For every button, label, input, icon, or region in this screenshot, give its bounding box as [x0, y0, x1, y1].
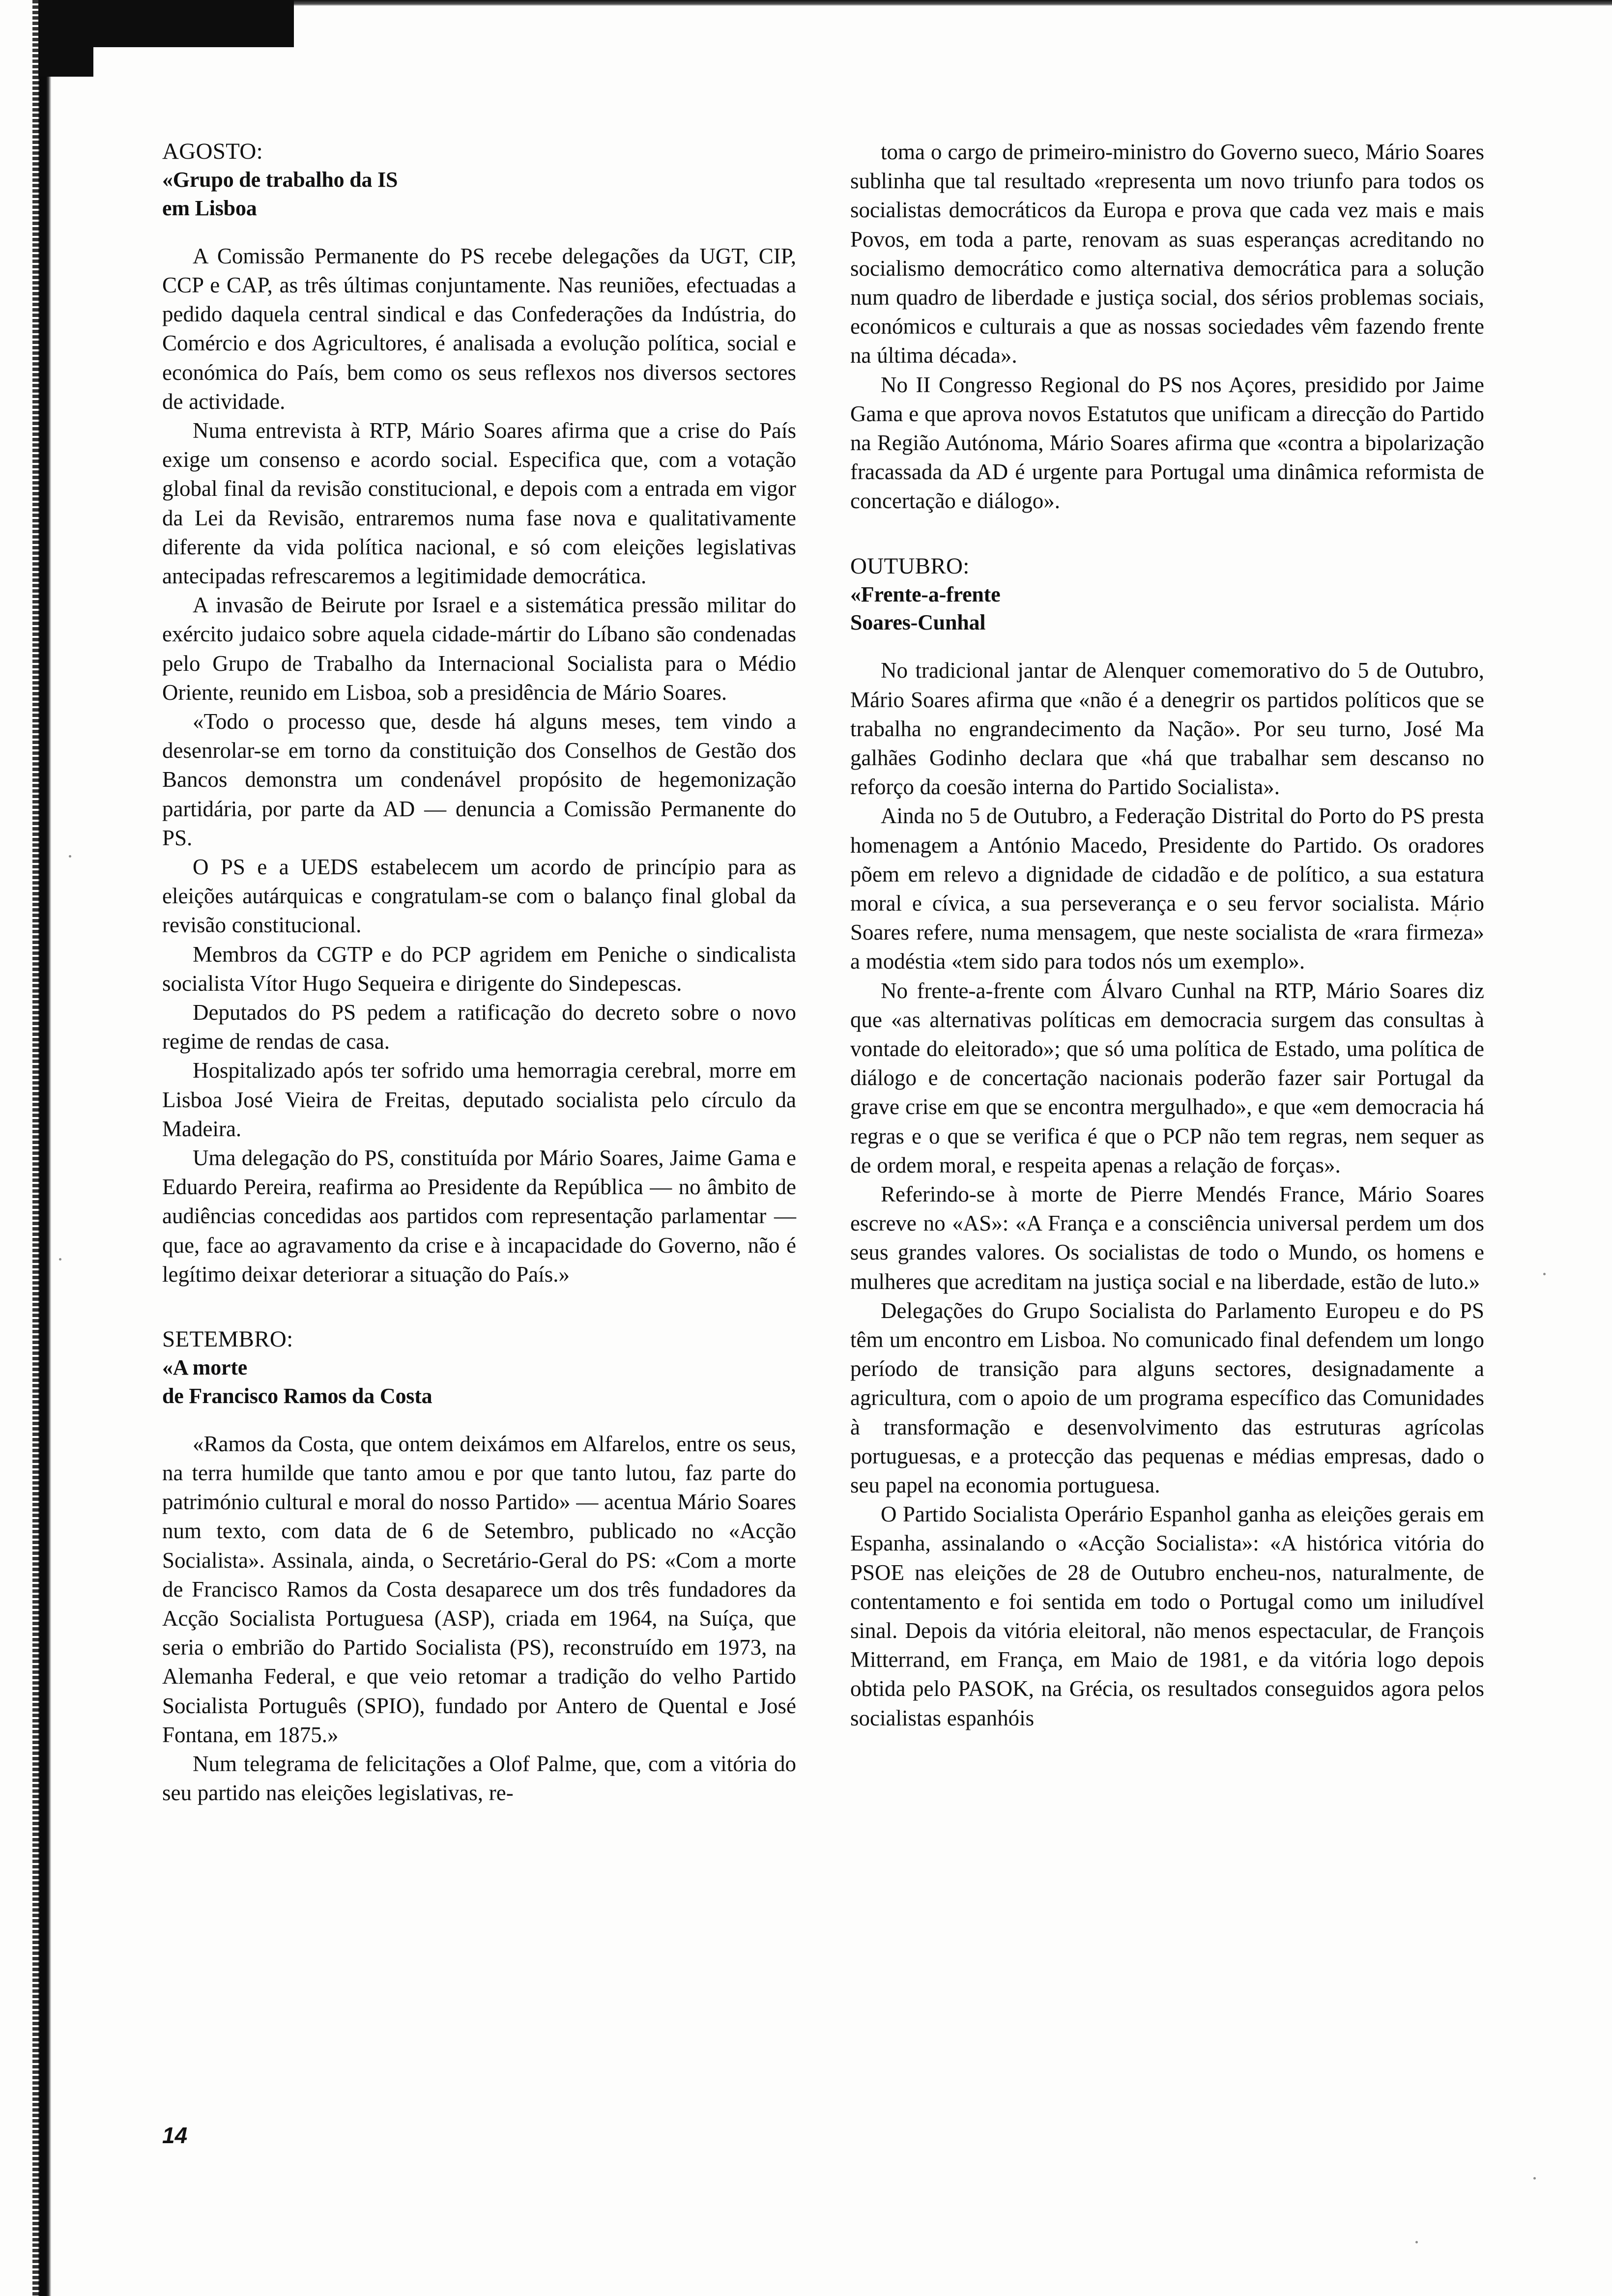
month-heading: AGOSTO: — [162, 139, 263, 164]
paragraph: Num telegrama de felicitações a Olof Palme, que, com a vitória do seu partido nas eleições legislativas, re- — [162, 1751, 796, 1806]
two-column-text-body — [162, 138, 1484, 1808]
scan-dust-speck — [69, 855, 71, 858]
section-title-line-1: «Grupo de trabalho da IS — [162, 168, 398, 192]
paragraph: «Ramos da Costa, que ontem deixámos em Alfarelos, entre os seus, na terra humilde que tanto amou e por que tanto lutou, faz parte do património cultural e moral do nosso Partido» — acentua Mário Soares num texto, com data de 6 de Setembro, publicado no «Acção Socialista». Assinala, ainda, o Secretário-Geral do PS: «Com a morte de Francisco Ramos da Costa desaparece um dos três fundadores da Acção Socialista Portuguesa (ASP), criada em 1964, na Suíça, que seria o embrião do Partido Socialista (PS), reconstruído em 1973, na Alemanha Federal, e que veio retomar a tradição do velho Partido Socialista Português (SPIO), fundado por Antero de Quental e José Fontana, em 1875.» — [162, 1431, 796, 1747]
scan-dust-speck — [1415, 2241, 1418, 2243]
scan-dust-speck — [1533, 2177, 1536, 2180]
paragraph: No frente-a-frente com Álvaro Cunhal na RTP, Mário Soares diz que «as alternativas políticas em democracia surgem das consultas à vontade do eleitorado»; que só uma política de Estado, uma política de diálogo e de concertação nacionais poderão fazer sair Portugal da grave crise em que se encontra mergulhado», e que «em democracia há regras e o que se verifica é que o PCP não tem regras, nem sequer as de ordem moral, e respeita apenas a relação de forças». — [850, 978, 1484, 1177]
paragraph: Delegações do Grupo Socialista do Parlamento Europeu e do PS têm um encontro em Lisboa. No comunicado final defendem um longo período de transição para alguns sectores, designadamente a agricultura, com o apoio de um programa específico das Comunidades à transformação e desenvolvimento das estruturas agrícolas portuguesas, e a protecção das pequenas e médias empresas, dado o seu papel na economia portuguesa. — [850, 1298, 1484, 1498]
left-column — [162, 138, 796, 1808]
scan-dust-speck — [1543, 1273, 1546, 1275]
paragraph: No tradicional jantar de Alenquer comemorativo do 5 de Outubro, Mário Soares afirma que «não é a denegrir os partidos políticos que se trabalha no engrandecimento da Nação». Por seu turno, José Ma galhães Godinho declara que «há que trabalhar sem descanso no reforço da coesão interna do Partido Socialista». — [850, 658, 1484, 800]
paragraph: Uma delegação do PS, constituída por Mário Soares, Jaime Gama e Eduardo Pereira, reafirma ao Presidente da República — no âmbito de audiências concedidas aos partidos com representação parlamentar — que, face ao agravamento da crise e à incapacidade do Governo, não é legítimo deixar deteriorar a situação do País.» — [162, 1146, 796, 1287]
section-title-line-2: Soares-Cunhal — [850, 610, 986, 635]
section-title-line-2: em Lisboa — [162, 196, 257, 220]
paragraph: «Todo o processo que, desde há alguns meses, tem vindo a desenrolar-se em torno da constituição dos Conselhos de Gestão dos Bancos demonstra um condenável propósito de hegemonização partidária, por parte da AD — denuncia a Comissão Permanente do PS. — [162, 709, 796, 850]
scan-left-edge-artifact — [38, 0, 51, 2296]
section-title-line-2: de Francisco Ramos da Costa — [162, 1383, 432, 1408]
paragraph: Numa entrevista à RTP, Mário Soares afirma que a crise do País exige um consenso e acordo social. Especifica que, com a votação global final da revisão constitucional, e depois com a entrada em vigor da Lei da Revisão, entraremos numa fase nova e qualitativamente diferente da vida política nacional, e só com eleições legislativas antecipadas refrescaremos a legitimidade democrática. — [162, 418, 796, 588]
paragraph: O Partido Socialista Operário Espanhol ganha as eleições gerais em Espanha, assinalando o «Acção Socialista»: «A histórica vitória do PSOE nas eleições de 28 de Outubro encheu-nos, naturalmente, de contentamento e foi sentida em todo o Portugal como um iniludível sinal. Depois da vitória eleitoral, não menos espectacular, de François Mitterrand, em França, em Maio de 1981, e da vitória logo depois obtida pelo PASOK, na Grécia, os resultados conseguidos agora pelos socialistas espanhóis — [850, 1502, 1484, 1730]
paragraph: O PS e a UEDS estabelecem um acordo de princípio para as eleições autárquicas e congratulam-se com o balanço final global da revisão constitucional. — [162, 854, 796, 938]
scan-top-left-corner-block-secondary — [38, 47, 93, 77]
paragraph: Hospitalizado após ter sofrido uma hemorragia cerebral, morre em Lisboa José Vieira de Freitas, deputado socialista pelo círculo da Madeira. — [162, 1058, 796, 1141]
month-heading: OUTUBRO: — [850, 553, 970, 579]
page-number: 14 — [162, 2123, 188, 2148]
scan-top-left-corner-block — [38, 0, 294, 47]
right-column — [850, 138, 1484, 1808]
section-heading-agosto — [162, 138, 796, 222]
paragraph: A invasão de Beirute por Israel e a sistemática pressão militar do exército judaico sobre aquela cidade-mártir do Líbano são condenadas pelo Grupo de Trabalho da Internacional Socialista para o Médio Oriente, reunido em Lisboa, sob a presidência de Mário Soares. — [162, 593, 796, 705]
scan-left-edge-texture — [32, 0, 39, 2296]
paragraph: No II Congresso Regional do PS nos Açores, presidido por Jaime Gama e que aprova novos Estatutos que unificam a direcção do Partido na Região Autónoma, Mário Soares afirma que «contra a bipolarização fracassada da AD é urgente para Portugal uma dinâmica reformista de concertação e diálogo». — [850, 372, 1484, 514]
month-heading: SETEMBRO: — [162, 1326, 293, 1352]
section-title-line-1: «Frente-a-frente — [850, 582, 1001, 606]
section-heading-setembro — [162, 1325, 796, 1410]
paragraph: Ainda no 5 de Outubro, a Federação Distrital do Porto do PS presta homenagem a António Macedo, Presidente do Partido. Os oradores põem em relevo a dignidade de cidadão e de político, a sua estatura moral e cívica, a sua perseverança e o seu fervor socialista. Mário Soares refere, numa mensagem, que neste socialista de «rara firmeza» a modéstia «tem sido para todos nós um exemplo». — [850, 804, 1484, 974]
section-title-line-1: «A morte — [162, 1355, 248, 1380]
paragraph: Deputados do PS pedem a ratificação do decreto sobre o novo regime de rendas de casa. — [162, 1000, 796, 1054]
scan-dust-speck — [59, 1258, 61, 1261]
paragraph: Membros da CGTP e do PCP agridem em Peniche o sindicalista socialista Vítor Hugo Sequeira e dirigente do Sindepescas. — [162, 942, 796, 996]
paragraph: Referindo-se à morte de Pierre Mendés France, Mário Soares escreve no «AS»: «A França e a consciência universal perdem um dos seus grandes valores. Os socialistas de todo o Mundo, os homens e mulheres que acreditam na justiça social e na liberdade, estão de luto.» — [850, 1182, 1484, 1294]
section-heading-outubro — [850, 552, 1484, 637]
paragraph: A Comissão Permanente do PS recebe delegações da UGT, CIP, CCP e CAP, as três últimas conjuntamente. Nas reuniões, efectuadas a pedido daquela central sindical e das Confederações da Indústria, do Comércio e dos Agricultores, é analisada a evolução política, social e económica do País, bem como os seus reflexos nos diversos sectores de actividade. — [162, 243, 796, 414]
paragraph-continued: toma o cargo de primeiro-ministro do Governo sueco, Mário Soares sublinha que tal resultado «representa um novo triunfo para todos os socialistas democráticos da Europa e prova que cada vez mais e mais Povos, em toda a parte, renovam as suas esperanças acreditando no socialismo democrático como alternativa democrática para a solução num quadro de liberdade e justiça social, dos sérios problemas sociais, económicos e culturais a que as nossas sociedades vêm fazendo frente na última década». — [850, 140, 1484, 368]
